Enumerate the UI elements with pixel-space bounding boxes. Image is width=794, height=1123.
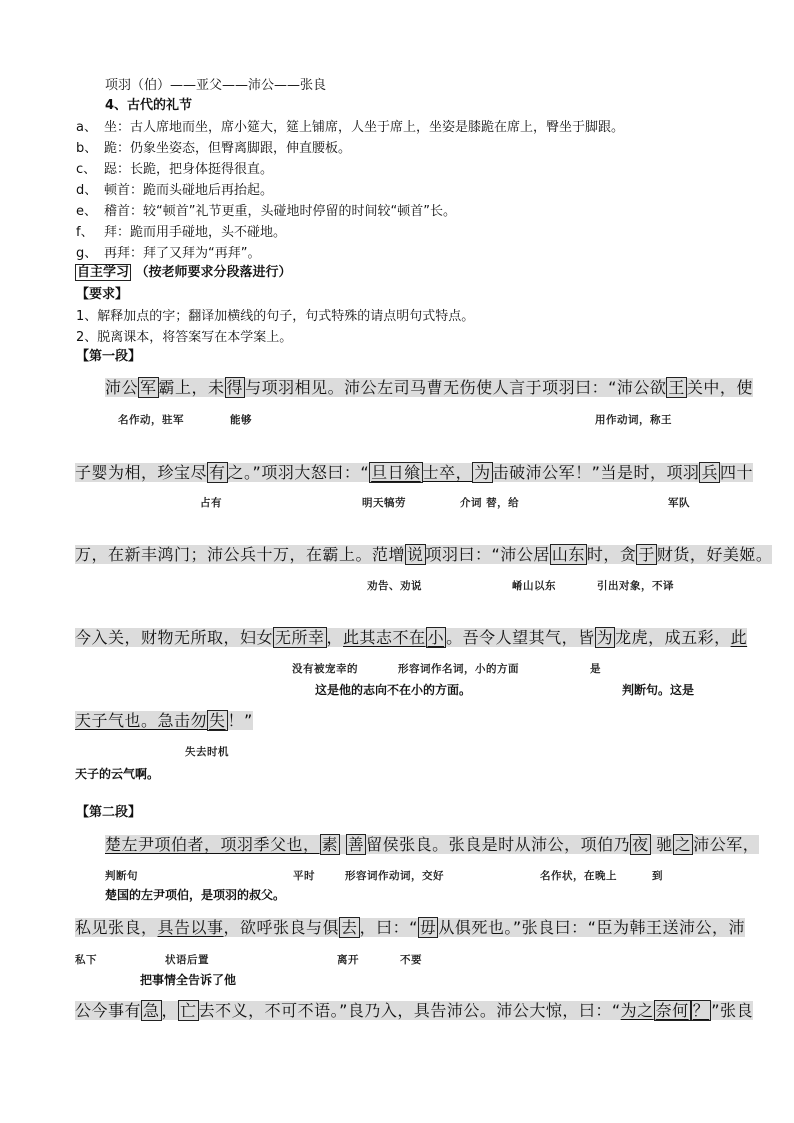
note: 失去时机: [185, 746, 229, 758]
self-study-box: 自主学习: [77, 265, 130, 280]
note: 状语后置: [165, 954, 209, 966]
chain-line: 项羽（伯）——亚父——沛公——张良: [105, 78, 327, 93]
para2-line3: 公今事有 急 ， 亡 去不义，不可不语。”良乃入，具告沛公。沛公大惊，曰：“为之 奈何 ？ ”张良: [75, 1001, 753, 1020]
translation: 判断句。这是: [622, 683, 695, 697]
section4-title: 4、古代的礼节: [105, 98, 193, 113]
translation: 这是他的志向不在小的方面。: [315, 683, 472, 697]
note: 平时: [293, 870, 315, 882]
note: 没有被宠幸的: [292, 663, 358, 675]
note: 引出对象，不译: [597, 580, 674, 592]
requirement-item: 2、脱离课本，将答案写在本学案上。: [76, 330, 293, 345]
note: 到: [652, 870, 663, 882]
note: 判断句: [105, 870, 138, 882]
note: 崤山以东: [512, 580, 556, 592]
requirement-item: 1、解释加点的字；翻译加横线的句子，句式特殊的请点明句式特点。: [76, 309, 475, 324]
note: 私下: [75, 954, 97, 966]
note: 介词 替，给: [460, 497, 520, 509]
translation: 楚国的左尹项伯，是项羽的叔父。: [105, 888, 286, 902]
note: 不要: [400, 954, 422, 966]
self-study-heading: 自主学习 （按老师要求分段落进行）: [77, 265, 292, 280]
para2-line2: 私见张良，具告以事，欲呼张良与俱 去 ，曰：“ 毋 从俱死也。”张良曰：“臣为韩王送沛公，沛: [75, 918, 745, 937]
para1-line2: 子婴为相，珍宝尽 有 之。”项羽大怒曰：“ 旦日飨 士卒， 为 击破沛公军！”当是时，项羽 兵 四十: [75, 463, 753, 482]
para1-line3: 万，在新丰鸿门；沛公兵十万，在霸上。范增 说 项羽曰：“沛公居 山东 时，贪 于 财货，好美姬。: [75, 545, 773, 564]
note: 是: [590, 663, 601, 675]
rite-item: e、 稽首：较“顿首”礼节更重，头碰地时停留的时间较“顿首”长。: [76, 204, 456, 219]
para1-line5: 天子气也。急击勿 失 ！”: [75, 711, 253, 730]
rite-item: d、 顿首：跪而头碰地后再抬起。: [76, 183, 274, 198]
note: 能够: [230, 414, 252, 426]
para1-title: 【第一段】: [76, 349, 142, 364]
para2-title: 【第二段】: [76, 805, 142, 820]
note: 军队: [668, 497, 690, 509]
para1-line4: 今入关，财物无所取，妇女 无所幸 ，此其志不在 小 。吾令人望其气，皆 为 龙虎，成五彩，此: [75, 628, 748, 647]
note: 明天犒劳: [362, 497, 406, 509]
requirements-title: 【要求】: [76, 287, 129, 302]
note: 劝告、劝说: [367, 580, 422, 592]
note: 名作动，驻军: [118, 414, 184, 426]
note: 形容词作名词，小的方面: [398, 663, 519, 675]
rite-item: a、 坐：古人席地而坐，席小筵大，筵上铺席，人坐于席上，坐姿是膝跪在席上，臀坐于脚跟。: [76, 120, 625, 135]
note: 用作动词，称王: [595, 414, 672, 426]
translation: 把事情全告诉了他: [140, 973, 237, 987]
note: 离开: [337, 954, 359, 966]
rite-item: f、 拜：跪而用手碰地，头不碰地。: [76, 225, 287, 240]
translation: 天子的云气啊。: [75, 767, 160, 781]
rite-item: c、 跽：长跪，把身体挺得很直。: [76, 162, 274, 177]
rite-item: g、 再拜：拜了又拜为“再拜”。: [76, 246, 261, 261]
note: 占有: [200, 497, 222, 509]
rite-item: b、 跪：仍象坐姿态，但臀离脚跟，伸直腰板。: [76, 141, 352, 156]
note: 形容词作动词，交好: [345, 870, 444, 882]
para1-line1: 沛公 军 霸上，未 得 与项羽相见。沛公左司马曹无伤使人言于项羽曰：“沛公欲 王 关中，使: [105, 378, 753, 397]
note: 名作状，在晚上: [540, 870, 617, 882]
para2-line1: 楚左尹项伯者，项羽季父也， 素 善 留侯张良。张良是时从沛公，项伯乃 夜 驰 之 沛公军，: [105, 835, 760, 854]
